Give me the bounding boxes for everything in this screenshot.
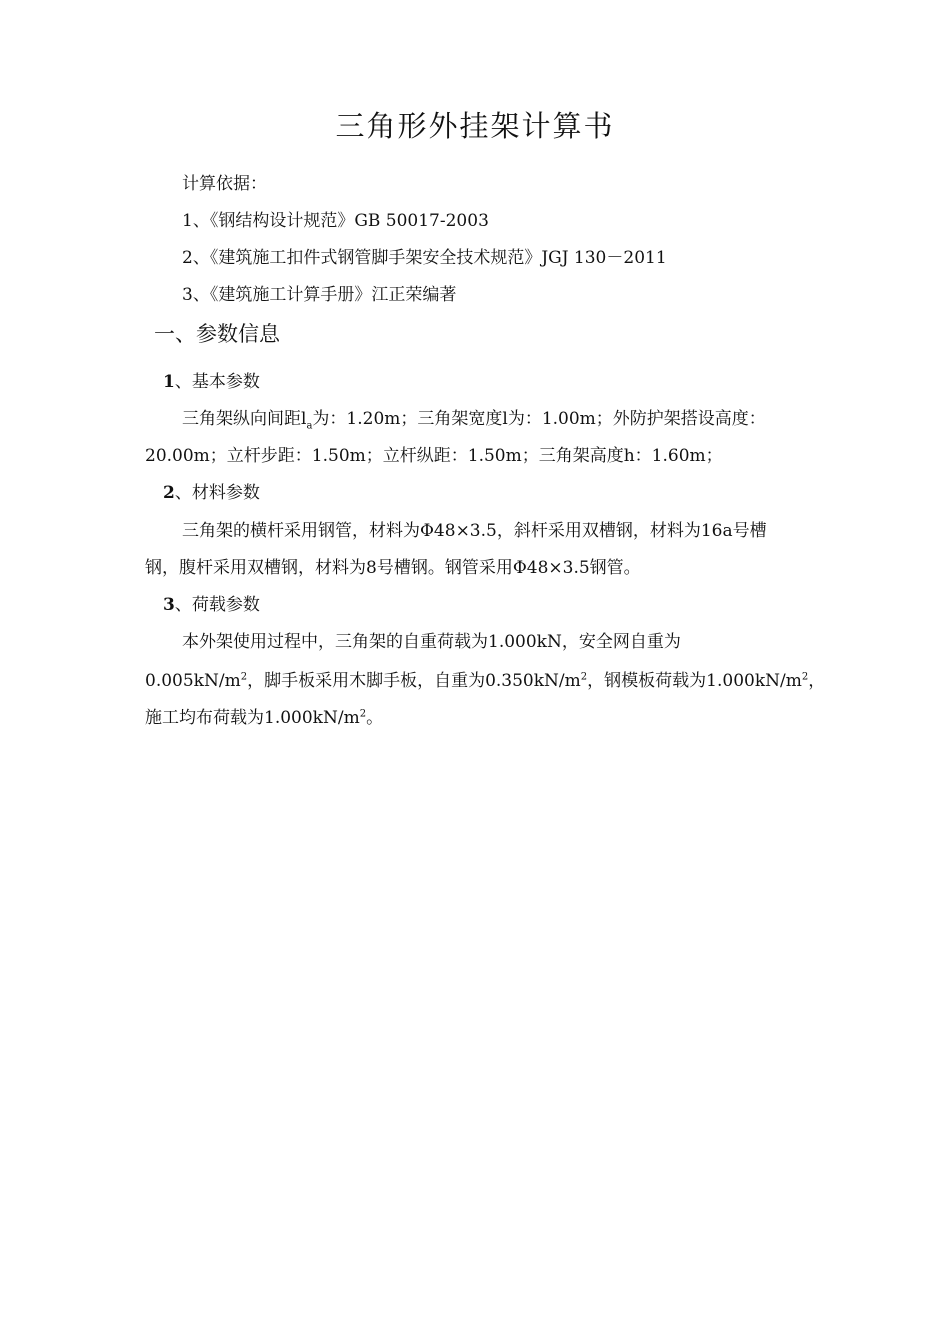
load-line-2 xyxy=(145,669,825,693)
basic-text-b: 为：1.20m；三角架宽度l为：1.00m；外防护架搭设高度： xyxy=(312,409,766,429)
material-line-2: 钢，腹杆采用双槽钢，材料为8号槽钢。钢管采用Φ48×3.5钢管。 xyxy=(145,558,641,578)
subsection-label: 、材料参数 xyxy=(174,483,260,503)
basic-param-line-2: 20.00m；立杆步距：1.50m；立杆纵距：1.50m；三角架高度h：1.60m； xyxy=(145,446,723,466)
section-heading-params: 一、参数信息 xyxy=(154,322,280,346)
basis-heading: 计算依据： xyxy=(182,174,267,194)
subsection-load-heading xyxy=(163,593,260,617)
document-title: 三角形外挂架计算书 xyxy=(335,109,615,143)
load-text-a: 0.005kN/m xyxy=(145,671,241,691)
subsection-label: 、基本参数 xyxy=(174,372,260,392)
load-text-e: 施工均布荷载为1.000kN/m xyxy=(145,708,360,728)
material-line-1: 三角架的横杆采用钢管，材料为Φ48×3.5，斜杆采用双槽钢，材料为16a号槽 xyxy=(182,521,767,541)
superscript: 2 xyxy=(801,671,809,683)
subsection-label: 、荷载参数 xyxy=(174,595,260,615)
load-text-f: 。 xyxy=(366,708,384,728)
subsection-number: 3 xyxy=(163,595,175,615)
load-text-b: ，脚手板采用木脚手板，自重为0.350kN/m xyxy=(247,671,581,691)
basic-subscript: a xyxy=(306,420,313,432)
subsection-number: 2 xyxy=(163,483,175,503)
subsection-basic-heading xyxy=(163,370,260,394)
basis-item-3: 3、《建筑施工计算手册》江正荣编著 xyxy=(182,285,457,305)
superscript: 2 xyxy=(580,671,588,683)
basis-item-1: 1、《钢结构设计规范》GB 50017-2003 xyxy=(182,211,489,231)
load-text-d: ， xyxy=(808,671,826,691)
subsection-number: 1 xyxy=(163,372,175,392)
superscript: 2 xyxy=(359,708,367,720)
load-text-c: ，钢模板荷载为1.000kN/m xyxy=(587,671,802,691)
subsection-material-heading xyxy=(163,481,260,505)
basis-item-2: 2、《建筑施工扣件式钢管脚手架安全技术规范》JGJ 130－2011 xyxy=(182,248,667,268)
basic-param-line-1 xyxy=(182,407,766,431)
basic-text-a: 三角架纵向间距l xyxy=(182,409,307,429)
load-line-3 xyxy=(145,706,383,730)
load-line-1: 本外架使用过程中，三角架的自重荷载为1.000kN，安全网自重为 xyxy=(182,632,681,652)
superscript: 2 xyxy=(240,671,248,683)
